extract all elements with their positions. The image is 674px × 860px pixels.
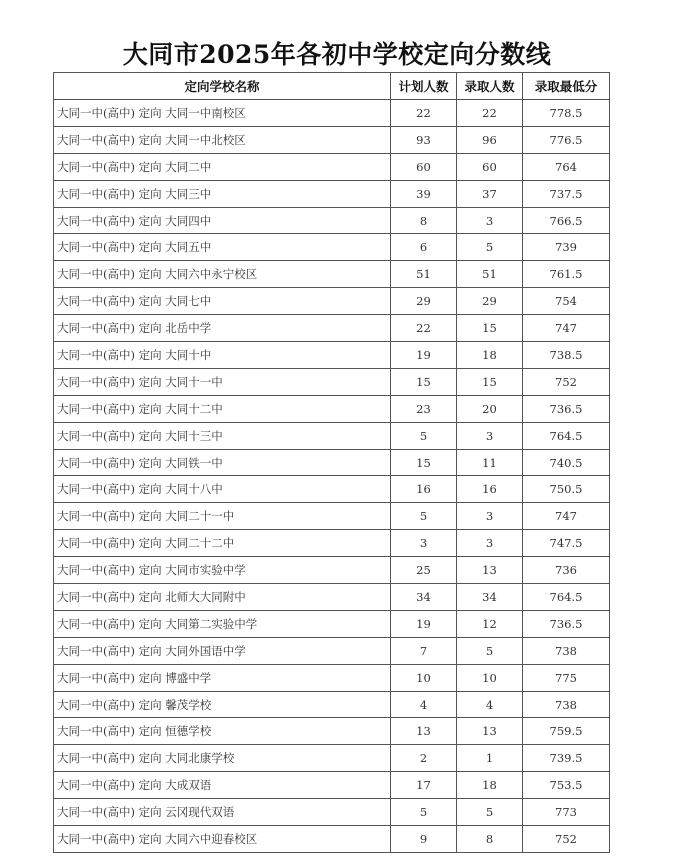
table-row	[54, 691, 610, 718]
min-score-cell: 747	[523, 315, 610, 342]
admitted-count-cell: 3	[457, 503, 523, 530]
plan-count-cell: 16	[391, 476, 457, 503]
table-row	[54, 772, 610, 799]
admitted-count-cell: 60	[457, 153, 523, 180]
table-row	[54, 153, 610, 180]
table-row	[54, 395, 610, 422]
plan-count-cell: 5	[391, 503, 457, 530]
table-row	[54, 180, 610, 207]
min-score-cell: 752	[523, 826, 610, 853]
plan-count-cell: 2	[391, 745, 457, 772]
admitted-count-cell: 22	[457, 100, 523, 127]
min-score-cell: 738	[523, 637, 610, 664]
admitted-count-cell: 15	[457, 315, 523, 342]
table-row	[54, 718, 610, 745]
school-name-cell: 大同一中(高中) 定向 大同四中	[54, 207, 391, 234]
table-row	[54, 422, 610, 449]
table-row	[54, 342, 610, 369]
plan-count-cell: 9	[391, 826, 457, 853]
min-score-cell: 747.5	[523, 530, 610, 557]
admitted-count-cell: 13	[457, 718, 523, 745]
min-score-cell: 739.5	[523, 745, 610, 772]
admitted-count-cell: 5	[457, 799, 523, 826]
plan-count-cell: 10	[391, 664, 457, 691]
table-row	[54, 584, 610, 611]
header-min-score: 录取最低分	[523, 73, 610, 100]
min-score-cell: 754	[523, 288, 610, 315]
table-row	[54, 745, 610, 772]
admitted-count-cell: 18	[457, 772, 523, 799]
plan-count-cell: 7	[391, 637, 457, 664]
plan-count-cell: 25	[391, 557, 457, 584]
table-row	[54, 826, 610, 853]
admitted-count-cell: 12	[457, 610, 523, 637]
school-name-cell: 大同一中(高中) 定向 大同市实验中学	[54, 557, 391, 584]
admitted-count-cell: 16	[457, 476, 523, 503]
school-name-cell: 大同一中(高中) 定向 大同十三中	[54, 422, 391, 449]
admitted-count-cell: 5	[457, 234, 523, 261]
header-plan-count: 计划人数	[391, 73, 457, 100]
admitted-count-cell: 8	[457, 826, 523, 853]
plan-count-cell: 19	[391, 610, 457, 637]
school-name-cell: 大同一中(高中) 定向 大同一中北校区	[54, 126, 391, 153]
min-score-cell: 776.5	[523, 126, 610, 153]
admitted-count-cell: 15	[457, 368, 523, 395]
school-name-cell: 大同一中(高中) 定向 大同五中	[54, 234, 391, 261]
admitted-count-cell: 29	[457, 288, 523, 315]
min-score-cell: 736.5	[523, 610, 610, 637]
table-row	[54, 100, 610, 127]
min-score-cell: 759.5	[523, 718, 610, 745]
plan-count-cell: 8	[391, 207, 457, 234]
school-name-cell: 大同一中(高中) 定向 大同二十二中	[54, 530, 391, 557]
min-score-cell: 778.5	[523, 100, 610, 127]
table-row	[54, 557, 610, 584]
school-name-cell: 大同一中(高中) 定向 大同铁一中	[54, 449, 391, 476]
plan-count-cell: 60	[391, 153, 457, 180]
min-score-cell: 773	[523, 799, 610, 826]
min-score-cell: 747	[523, 503, 610, 530]
min-score-cell: 752	[523, 368, 610, 395]
admitted-count-cell: 4	[457, 691, 523, 718]
table-row	[54, 799, 610, 826]
plan-count-cell: 34	[391, 584, 457, 611]
min-score-cell: 750.5	[523, 476, 610, 503]
plan-count-cell: 23	[391, 395, 457, 422]
header-school-name: 定向学校名称	[54, 73, 391, 100]
plan-count-cell: 5	[391, 422, 457, 449]
admission-score-table	[53, 72, 610, 853]
school-name-cell: 大同一中(高中) 定向 馨茂学校	[54, 691, 391, 718]
table-row	[54, 476, 610, 503]
school-name-cell: 大同一中(高中) 定向 大同十一中	[54, 368, 391, 395]
school-name-cell: 大同一中(高中) 定向 大同二十一中	[54, 503, 391, 530]
min-score-cell: 764	[523, 153, 610, 180]
plan-count-cell: 22	[391, 100, 457, 127]
table-row	[54, 234, 610, 261]
min-score-cell: 753.5	[523, 772, 610, 799]
plan-count-cell: 19	[391, 342, 457, 369]
plan-count-cell: 13	[391, 718, 457, 745]
table-row	[54, 207, 610, 234]
school-name-cell: 大同一中(高中) 定向 大同十二中	[54, 395, 391, 422]
table-row	[54, 126, 610, 153]
school-name-cell: 大同一中(高中) 定向 大同七中	[54, 288, 391, 315]
plan-count-cell: 39	[391, 180, 457, 207]
plan-count-cell: 51	[391, 261, 457, 288]
school-name-cell: 大同一中(高中) 定向 北师大大同附中	[54, 584, 391, 611]
school-name-cell: 大同一中(高中) 定向 大同一中南校区	[54, 100, 391, 127]
document-title: 大同市2025年各初中学校定向分数线	[122, 40, 552, 69]
school-name-cell: 大同一中(高中) 定向 大同十中	[54, 342, 391, 369]
school-name-cell: 大同一中(高中) 定向 大同外国语中学	[54, 637, 391, 664]
min-score-cell: 737.5	[523, 180, 610, 207]
plan-count-cell: 93	[391, 126, 457, 153]
table-row	[54, 368, 610, 395]
school-name-cell: 大同一中(高中) 定向 大同三中	[54, 180, 391, 207]
min-score-cell: 736.5	[523, 395, 610, 422]
plan-count-cell: 17	[391, 772, 457, 799]
min-score-cell: 740.5	[523, 449, 610, 476]
admitted-count-cell: 10	[457, 664, 523, 691]
school-name-cell: 大同一中(高中) 定向 云冈现代双语	[54, 799, 391, 826]
min-score-cell: 766.5	[523, 207, 610, 234]
plan-count-cell: 15	[391, 449, 457, 476]
min-score-cell: 739	[523, 234, 610, 261]
table-row	[54, 664, 610, 691]
admitted-count-cell: 11	[457, 449, 523, 476]
min-score-cell: 736	[523, 557, 610, 584]
min-score-cell: 738.5	[523, 342, 610, 369]
table-header-row	[54, 73, 610, 100]
admitted-count-cell: 1	[457, 745, 523, 772]
min-score-cell: 764.5	[523, 422, 610, 449]
school-name-cell: 大同一中(高中) 定向 大同二中	[54, 153, 391, 180]
admitted-count-cell: 96	[457, 126, 523, 153]
admitted-count-cell: 20	[457, 395, 523, 422]
school-name-cell: 大同一中(高中) 定向 大同十八中	[54, 476, 391, 503]
admitted-count-cell: 34	[457, 584, 523, 611]
table-row	[54, 288, 610, 315]
table-row	[54, 530, 610, 557]
min-score-cell: 738	[523, 691, 610, 718]
admitted-count-cell: 51	[457, 261, 523, 288]
school-name-cell: 大同一中(高中) 定向 博盛中学	[54, 664, 391, 691]
plan-count-cell: 6	[391, 234, 457, 261]
admitted-count-cell: 3	[457, 207, 523, 234]
plan-count-cell: 3	[391, 530, 457, 557]
school-name-cell: 大同一中(高中) 定向 大同北康学校	[54, 745, 391, 772]
table-row	[54, 610, 610, 637]
table-row	[54, 503, 610, 530]
plan-count-cell: 22	[391, 315, 457, 342]
admitted-count-cell: 13	[457, 557, 523, 584]
table-row	[54, 315, 610, 342]
table-row	[54, 261, 610, 288]
min-score-cell: 761.5	[523, 261, 610, 288]
plan-count-cell: 29	[391, 288, 457, 315]
min-score-cell: 764.5	[523, 584, 610, 611]
admitted-count-cell: 3	[457, 530, 523, 557]
min-score-cell: 775	[523, 664, 610, 691]
admitted-count-cell: 3	[457, 422, 523, 449]
school-name-cell: 大同一中(高中) 定向 大同六中永宁校区	[54, 261, 391, 288]
school-name-cell: 大同一中(高中) 定向 北岳中学	[54, 315, 391, 342]
school-name-cell: 大同一中(高中) 定向 大同第二实验中学	[54, 610, 391, 637]
plan-count-cell: 4	[391, 691, 457, 718]
table-row	[54, 449, 610, 476]
table-body	[54, 100, 610, 853]
admitted-count-cell: 5	[457, 637, 523, 664]
admitted-count-cell: 18	[457, 342, 523, 369]
table-row	[54, 637, 610, 664]
header-admitted-count: 录取人数	[457, 73, 523, 100]
plan-count-cell: 5	[391, 799, 457, 826]
admitted-count-cell: 37	[457, 180, 523, 207]
plan-count-cell: 15	[391, 368, 457, 395]
school-name-cell: 大同一中(高中) 定向 大同六中迎春校区	[54, 826, 391, 853]
school-name-cell: 大同一中(高中) 定向 恒德学校	[54, 718, 391, 745]
school-name-cell: 大同一中(高中) 定向 大成双语	[54, 772, 391, 799]
